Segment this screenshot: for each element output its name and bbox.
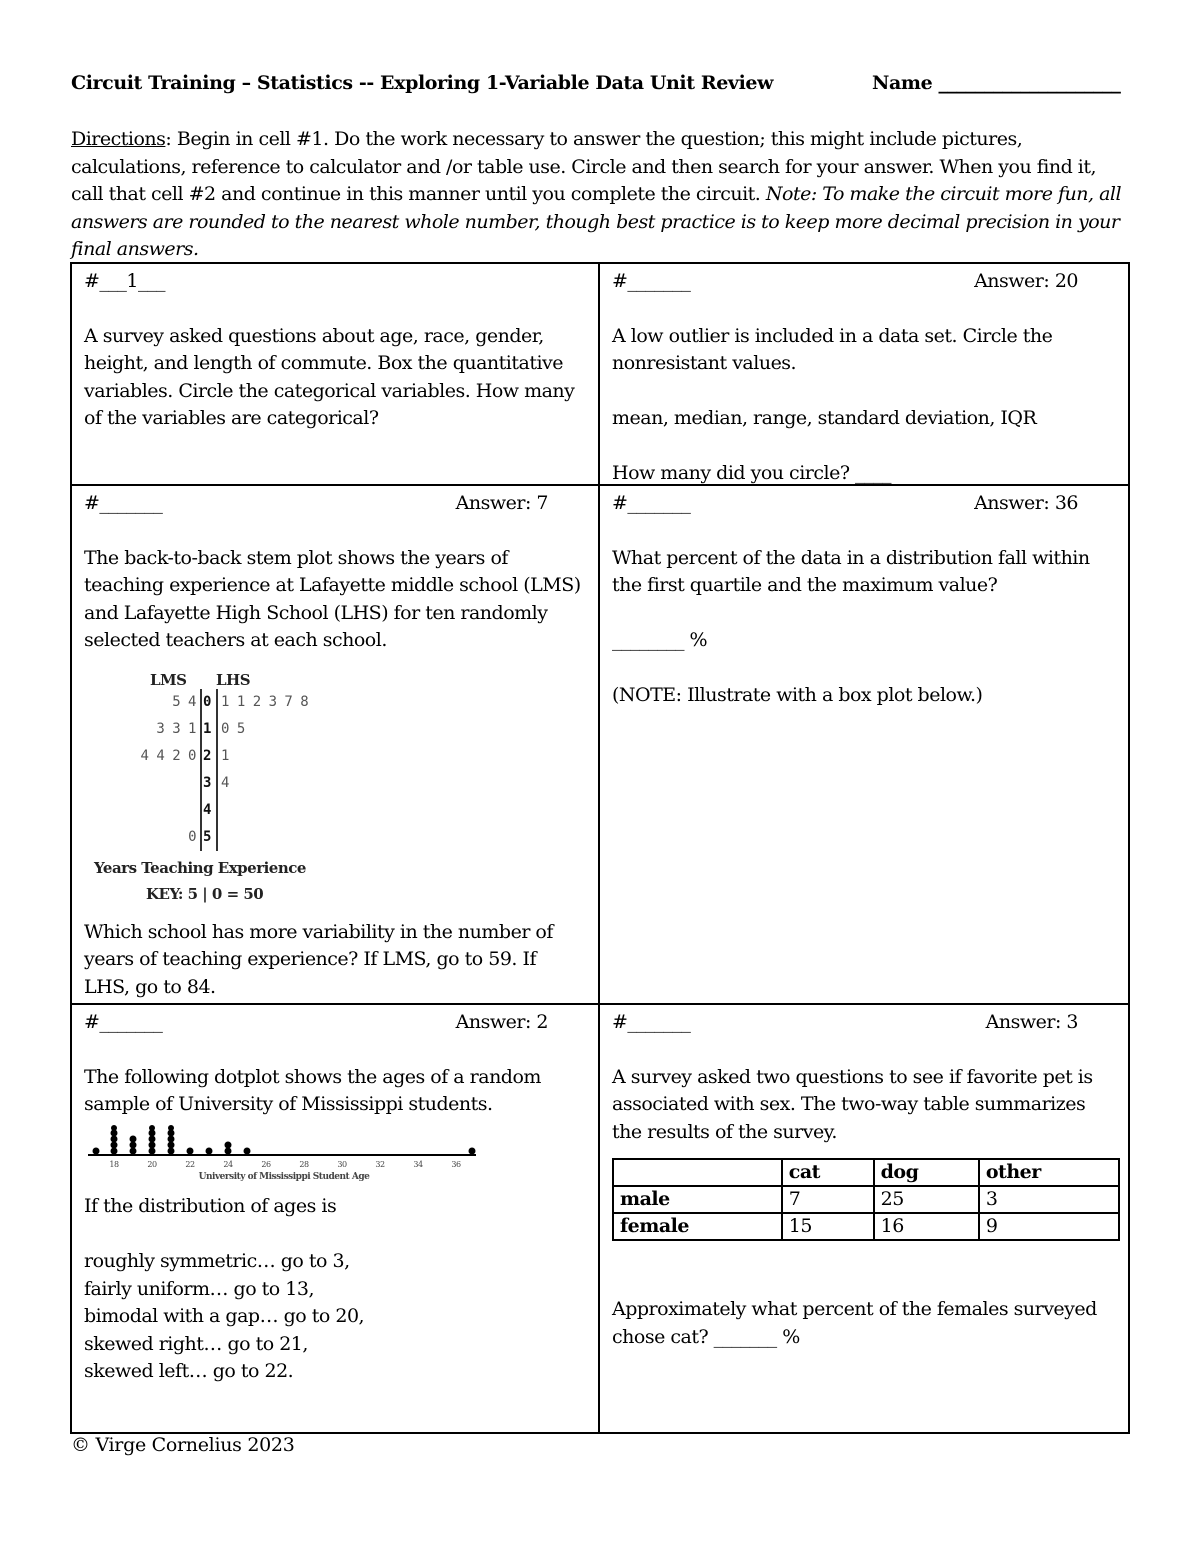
table-row-label: female — [613, 1213, 782, 1240]
question-text: If the distribution of ages is — [84, 1195, 337, 1217]
directions — [71, 126, 1131, 264]
stem-value: 5 — [203, 828, 211, 845]
question-text: Which school has more variability in the number of years of teaching experience? If LMS, go to 59. If LHS, go to 84. — [84, 920, 553, 998]
table-header — [613, 1159, 782, 1186]
stem-leaves-right: 1 1 2 3 7 8 — [221, 693, 309, 710]
stem-leaves-left: 0 — [188, 828, 196, 845]
directions-label: Directions — [71, 128, 166, 150]
circle-count-prompt: How many did you circle? ____ — [612, 462, 892, 484]
circuit-cell-6 — [600, 1005, 1128, 1432]
circuit-cell-3 — [72, 486, 600, 1003]
grid-row — [72, 264, 1128, 486]
svg-text:28: 28 — [299, 1159, 309, 1169]
stem-leaves-left: 4 4 2 0 — [140, 747, 196, 764]
svg-text:24: 24 — [223, 1159, 233, 1169]
percent-blank[interactable]: ________ % — [612, 629, 708, 651]
question-text: The back-to-back stem plot shows the years of teaching experience at Lafayette middle school (LMS) and Lafayette High School (LHS) for ten randomly selected teachers at each school. — [84, 546, 581, 651]
table-cell: 7 — [782, 1186, 874, 1213]
table-header: other — [979, 1159, 1119, 1186]
table-cell: 15 — [782, 1213, 874, 1240]
stem-key: KEY: 5 | 0 = 50 — [146, 884, 264, 903]
stem-left-label: LMS — [150, 670, 187, 689]
stem-value: 4 — [203, 801, 211, 818]
svg-text:30: 30 — [337, 1159, 347, 1169]
cell-number[interactable]: #_______ — [612, 492, 691, 514]
stem-leaves-right: 4 — [221, 774, 229, 791]
svg-text:18: 18 — [109, 1159, 119, 1169]
stem-leaves-right: 0 5 — [221, 720, 245, 737]
svg-text:University of Mississippi Stud: University of Mississippi Student Age — [198, 1171, 370, 1182]
stem-leaves-right: 1 — [221, 747, 229, 764]
stem-caption: Years Teaching Experience — [94, 858, 306, 877]
question-text: What percent of the data in a distribution fall within the first quartile and the maximum value? — [612, 546, 1090, 596]
cell-answer: Answer: 7 — [455, 492, 548, 514]
stem-leaves-left: 3 3 1 — [156, 720, 196, 737]
copyright-footer: © Virge Cornelius 2023 — [71, 1434, 295, 1456]
stem-divider-right — [216, 689, 218, 851]
stem-value: 3 — [203, 774, 211, 791]
option-skewed-right: skewed right… go to 21, — [84, 1332, 308, 1355]
grid-row — [72, 486, 1128, 1005]
table-cell: 9 — [979, 1213, 1119, 1240]
option-skewed-left: skewed left… go to 22. — [84, 1360, 294, 1382]
cell-answer: Answer: 36 — [974, 492, 1078, 514]
svg-text:22: 22 — [185, 1159, 195, 1169]
dot-plot-chart — [84, 1125, 484, 1185]
circuit-grid — [70, 262, 1130, 1434]
svg-text:34: 34 — [413, 1159, 423, 1169]
option-bimodal: bimodal with a gap… go to 20, — [84, 1305, 365, 1327]
table-header: cat — [782, 1159, 874, 1186]
svg-text:36: 36 — [451, 1159, 461, 1169]
circuit-cell-4 — [600, 486, 1128, 1003]
question-text: A survey asked questions about age, race, gender, height, and length of commute. Box the quantitative variables. Circle the categorical variables. How many of the variables are categorical? — [84, 324, 575, 429]
name-field[interactable]: Name ____________________ — [872, 72, 1121, 94]
svg-text:26: 26 — [261, 1159, 271, 1169]
worksheet-title: Circuit Training – Statistics -- Exploring 1-Variable Data Unit Review — [71, 72, 774, 94]
option-symmetric: roughly symmetric… go to 3, — [84, 1250, 350, 1272]
svg-text:20: 20 — [147, 1159, 157, 1169]
question-text: Approximately what percent of the females surveyed chose cat? _______ % — [612, 1298, 1097, 1348]
table-row-label: male — [613, 1186, 782, 1213]
stem-right-label: LHS — [216, 670, 251, 689]
table-header-row — [613, 1159, 1119, 1186]
cell-number[interactable]: #_______ — [612, 1011, 691, 1033]
cell-number[interactable]: #_______ — [612, 270, 691, 292]
cell-number[interactable]: #_______ — [84, 492, 163, 514]
stem-plot — [94, 667, 354, 907]
directions-text: : Begin in cell #1. Do the work necessary to answer the question; this might include pictures, calculations, reference to calculator and /or table use. Circle and then search for your answer. When you find it, call that cell #2 and continue in this manner until you complete the circuit. — [71, 128, 1097, 205]
svg-text:32: 32 — [375, 1159, 385, 1169]
stem-divider-left — [200, 689, 202, 851]
stem-value: 2 — [203, 747, 211, 764]
question-text: The following dotplot shows the ages of a random sample of University of Mississippi students. — [84, 1065, 541, 1115]
option-uniform: fairly uniform… go to 13, — [84, 1277, 315, 1300]
dot-plot — [84, 1125, 586, 1194]
stem-value: 1 — [203, 720, 211, 737]
table-cell: 16 — [874, 1213, 979, 1240]
table-row — [613, 1186, 1119, 1213]
grid-row — [72, 1005, 1128, 1432]
stem-leaves-left: 5 4 — [172, 693, 196, 710]
cell-answer: Answer: 3 — [985, 1011, 1078, 1033]
question-text: A low outlier is included in a data set. Circle the nonresistant values. — [612, 324, 1053, 374]
circuit-cell-5 — [72, 1005, 600, 1432]
stem-value: 0 — [203, 693, 211, 710]
question-text: A survey asked two questions to see if favorite pet is associated with sex. The two-way table summarizes the results of the survey. — [612, 1065, 1093, 1143]
table-row — [613, 1213, 1119, 1240]
circuit-cell-1 — [72, 264, 600, 484]
table-header: dog — [874, 1159, 979, 1186]
cell-number[interactable]: #___1___ — [84, 270, 166, 292]
cell-number[interactable]: #_______ — [84, 1011, 163, 1033]
circuit-cell-2 — [600, 264, 1128, 484]
directions-note: Note: To make the circuit more fun, all answers are rounded to the nearest whole number, though best practice is to keep more decimal precision in your final answers. — [71, 183, 1122, 260]
note-text: (NOTE: Illustrate with a box plot below.) — [612, 684, 983, 706]
table-cell: 25 — [874, 1186, 979, 1213]
table-cell: 3 — [979, 1186, 1119, 1213]
statistics-list: mean, median, range, standard deviation, IQR — [612, 407, 1037, 429]
cell-answer: Answer: 2 — [455, 1011, 548, 1033]
cell-answer: Answer: 20 — [974, 270, 1078, 292]
two-way-table — [612, 1158, 1120, 1241]
